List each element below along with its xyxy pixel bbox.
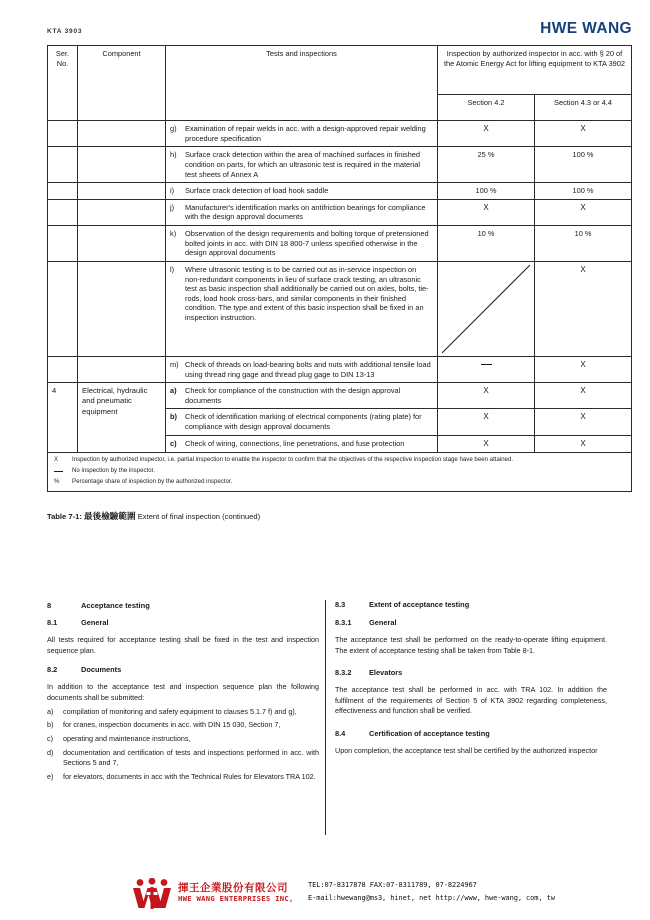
legend-symbol-dash	[54, 467, 72, 476]
dash-icon	[481, 364, 492, 365]
item-text: Examination of repair welds in acc. with a design-approved repair welding procedure specification	[185, 124, 426, 143]
cell-section-4-3: X	[535, 121, 632, 147]
list-item	[47, 707, 319, 718]
cell-section-4-2: X	[438, 409, 535, 435]
cell-tests	[166, 409, 438, 435]
legend-text-percent: Percentage share of inspection by the authorized inspector.	[72, 477, 233, 485]
header-inspection-group: Inspection by authorized inspector in acc. with § 20 of the Atomic Energy Act for lifting equipment to KTA 3902	[438, 46, 632, 95]
cell-tests	[166, 199, 438, 225]
cell-section-4-2: X	[438, 383, 535, 409]
diagonal-strike-icon	[442, 265, 530, 353]
caption-cjk-title: 最後檢驗範圍	[84, 511, 136, 521]
list-text: for cranes, inspection documents in acc. with DIN 15 030, Section 7,	[63, 720, 281, 730]
header-section-4-3: Section 4.3 or 4.4	[535, 95, 632, 121]
list-marker: a)	[47, 706, 54, 716]
table-row	[48, 199, 632, 225]
item-text: Observation of the design requirements and bolting torque of pretensioned bolted joints in acc. with DIN 18 800-7 unless specified otherwise in the design approval documents	[185, 229, 429, 258]
body-text-region	[47, 600, 632, 835]
cell-section-4-2-not-applicable	[438, 261, 535, 356]
cell-section-4-2: 25 %	[438, 147, 535, 183]
company-logo-icon	[130, 878, 174, 910]
cell-component	[78, 147, 166, 183]
heading-8-3-1-title: General	[369, 617, 397, 627]
item-text: Check of wiring, connections, line penetrations, and fuse protection	[185, 438, 405, 448]
list-item	[47, 720, 319, 731]
table-legend	[47, 452, 632, 492]
heading-8-4	[335, 729, 607, 740]
dash-icon	[54, 471, 63, 472]
document-header	[47, 20, 632, 44]
cell-component: Electrical, hydraulic and pneumatic equipment	[78, 383, 166, 453]
heading-8	[47, 600, 319, 611]
list-text: for elevators, documents in acc with the Technical Rules for Elevators TRA 102.	[63, 771, 316, 781]
table-row	[48, 356, 632, 382]
item-letter: k)	[170, 229, 177, 238]
cell-tests	[166, 183, 438, 200]
heading-8-2	[47, 665, 319, 676]
legend-symbol-percent: %	[54, 477, 60, 485]
header-ser-no	[48, 46, 78, 121]
cell-tests	[166, 435, 438, 452]
cell-tests	[166, 147, 438, 183]
company-name-en: HWE WANG ENTERPRISES INC,	[178, 894, 294, 903]
heading-8-title: Acceptance testing	[81, 601, 150, 610]
caption-text: Extent of final inspection (continued)	[137, 512, 261, 521]
cell-section-4-3: X	[535, 383, 632, 409]
list-item	[47, 772, 319, 783]
heading-8-2-title: Documents	[81, 665, 122, 675]
footer-email-website: E-mail:hwewang@ms3, hinet, net http://www, hwe-wang, com, tw	[308, 894, 555, 902]
legend-symbol-x: X	[54, 456, 59, 463]
cell-section-4-2-no-inspection	[438, 356, 535, 382]
column-divider	[325, 600, 326, 835]
cell-section-4-2: X	[438, 121, 535, 147]
item-letter: l)	[170, 264, 175, 274]
item-text: Where ultrasonic testing is to be carried out as in-service inspection on non-redundant components in lieu of surface crack testing, an ultrasonic test as basic inspection shall additionally be carried out on axles, bolts, tie-rods, load hook cross-bars, and similar components in their finished condition. The type and extent of this basic inspection shall be fixed in an inspection instruction.	[185, 264, 429, 322]
cell-ser-no	[48, 121, 78, 147]
caption-label: Table 7-1:	[47, 512, 82, 521]
list-item	[47, 748, 319, 769]
heading-8-3-number: 8.3	[335, 600, 346, 609]
item-letter: b)	[170, 412, 177, 422]
heading-8-4-number: 8.4	[335, 729, 346, 739]
heading-8-4-title: Certification of acceptance testing	[369, 729, 490, 739]
heading-8-3-title: Extent of acceptance testing	[369, 600, 470, 609]
cell-tests	[166, 121, 438, 147]
table-row	[48, 261, 632, 356]
paragraph-8-2-intro: In addition to the acceptance test and inspection sequence plan the following documents shall be submitted:	[47, 682, 319, 702]
cell-ser-no: 4	[48, 383, 78, 453]
item-letter: g)	[170, 124, 177, 133]
brand-wordmark: HWE WANG	[540, 20, 632, 37]
table-row	[48, 383, 632, 409]
cell-section-4-3: 10 %	[535, 226, 632, 262]
cell-section-4-3: X	[535, 356, 632, 382]
heading-8-number: 8	[47, 601, 52, 610]
cell-tests	[166, 226, 438, 262]
list-marker: d)	[47, 747, 54, 757]
cell-ser-no	[48, 226, 78, 262]
table-row	[48, 226, 632, 262]
table-body	[48, 121, 632, 453]
heading-8-1	[47, 618, 319, 629]
item-letter: c)	[170, 438, 177, 448]
table-caption	[47, 510, 260, 522]
footer-telephone: TEL:07-8317878 FAX:07-8311789, 07-8224967	[308, 881, 477, 889]
list-marker: e)	[47, 771, 54, 781]
heading-8-3-2-title: Elevators	[369, 668, 403, 678]
paragraph-8-3-1: The acceptance test shall be performed on the ready-to-operate lifting equipment. The extent of acceptance testing shall be taken from Table 8-1.	[335, 634, 607, 655]
table-header	[48, 46, 632, 121]
item-letter: i)	[170, 186, 175, 196]
page-footer	[130, 874, 635, 914]
item-letter: m)	[170, 359, 179, 369]
cell-section-4-3: 100 %	[535, 183, 632, 200]
heading-8-2-number: 8.2	[47, 665, 58, 675]
cell-ser-no	[48, 147, 78, 183]
cell-tests	[166, 261, 438, 356]
table-header-row-1	[48, 46, 632, 95]
cell-component	[78, 183, 166, 200]
cell-section-4-2: 10 %	[438, 226, 535, 262]
table-row	[48, 183, 632, 200]
legend-text-x: Inspection by authorized inspector, i.e. partial inspection to enable the inspector to confirm that the objectives of the respective inspection stage have been attained.	[72, 456, 514, 463]
cell-component	[78, 261, 166, 356]
cell-ser-no	[48, 261, 78, 356]
crown-w-logo-icon	[130, 878, 174, 910]
legend-item-dash	[54, 467, 625, 476]
heading-8-3-2-number: 8.3.2	[335, 668, 352, 678]
heading-8-3	[335, 600, 607, 611]
cell-section-4-3: X	[535, 409, 632, 435]
body-column-right	[335, 600, 607, 763]
heading-8-3-2	[335, 668, 607, 679]
cell-ser-no	[48, 356, 78, 382]
cell-section-4-2: X	[438, 435, 535, 452]
header-component: Component	[78, 46, 166, 121]
final-inspection-table	[47, 45, 632, 453]
heading-8-3-1	[335, 618, 607, 629]
list-text: documentation and certification of tests and inspections performed in acc. with Sections 5 and 7,	[63, 747, 319, 768]
cell-component	[78, 199, 166, 225]
cell-section-4-2: 100 %	[438, 183, 535, 200]
table-row	[48, 147, 632, 183]
heading-8-1-title: General	[81, 618, 109, 628]
item-text: Check of identification marking of electrical components (rating plate) for compliance with design approval documents	[185, 412, 422, 431]
item-text: Surface crack detection within the area of machined surfaces in finished condition on parts, for which an ultrasonic test is required in the material test sheets of Annex A	[185, 150, 420, 179]
item-letter: a)	[170, 386, 177, 396]
list-text: operating and maintenance instructions,	[63, 733, 191, 743]
cell-tests	[166, 356, 438, 382]
document-code: KTA 3903	[47, 28, 83, 35]
list-text: compilation of monitoring and safety equipment to clauses 5.1.7 f) and g),	[63, 706, 297, 716]
cell-section-4-2: X	[438, 199, 535, 225]
list-item	[47, 734, 319, 745]
item-text: Check for compliance of the construction with the design approval documents	[185, 386, 401, 405]
company-name-cn: 揮王企業股份有限公司	[178, 882, 288, 894]
legend-item-percent	[54, 478, 625, 487]
cell-tests	[166, 383, 438, 409]
paragraph-8-4: Upon completion, the acceptance test shall be certified by the authorized inspector	[335, 746, 598, 756]
paragraph-8-3-2: The acceptance test shall be performed in acc. with TRA 102. In addition the fulfilment of the requirements of Section 5 of KTA 3902 regarding completeness, effectiveness and function shall be verified.	[335, 685, 607, 716]
header-ser-no-line1: Ser.	[55, 49, 70, 58]
cell-ser-no	[48, 199, 78, 225]
item-letter: j)	[170, 202, 175, 212]
cell-section-4-3: 100 %	[535, 147, 632, 183]
cell-component	[78, 356, 166, 382]
body-column-left	[47, 600, 319, 786]
header-ser-no-line2: No.	[56, 58, 69, 68]
cell-component	[78, 121, 166, 147]
cell-component	[78, 226, 166, 262]
list-marker: c)	[47, 733, 53, 743]
cell-ser-no	[48, 183, 78, 200]
item-text: Manufacturer's identification marks on antifriction bearings for compliance with the design approval documents	[185, 202, 426, 222]
legend-item-x	[54, 456, 625, 465]
cell-section-4-3: X	[535, 199, 632, 225]
item-text: Check of threads on load-bearing bolts and nuts with additional tensile load using thread ring gage and thread plug gage to DIN 13-13	[185, 359, 431, 379]
legend-text-dash: No inspection by the inspector.	[72, 466, 155, 474]
item-letter: h)	[170, 150, 177, 160]
heading-8-1-number: 8.1	[47, 618, 58, 628]
heading-8-3-1-number: 8.3.1	[335, 617, 352, 627]
list-marker: b)	[47, 720, 54, 730]
cell-section-4-3: X	[535, 261, 632, 356]
header-section-4-2: Section 4.2	[438, 95, 535, 121]
paragraph-8-1: All tests required for acceptance testing shall be fixed in the test and inspection sequence plan.	[47, 635, 319, 655]
table-row	[48, 121, 632, 147]
cell-section-4-3: X	[535, 435, 632, 452]
item-text: Surface crack detection of load hook saddle	[185, 186, 329, 196]
header-tests-inspections: Tests and inspections	[166, 46, 438, 121]
